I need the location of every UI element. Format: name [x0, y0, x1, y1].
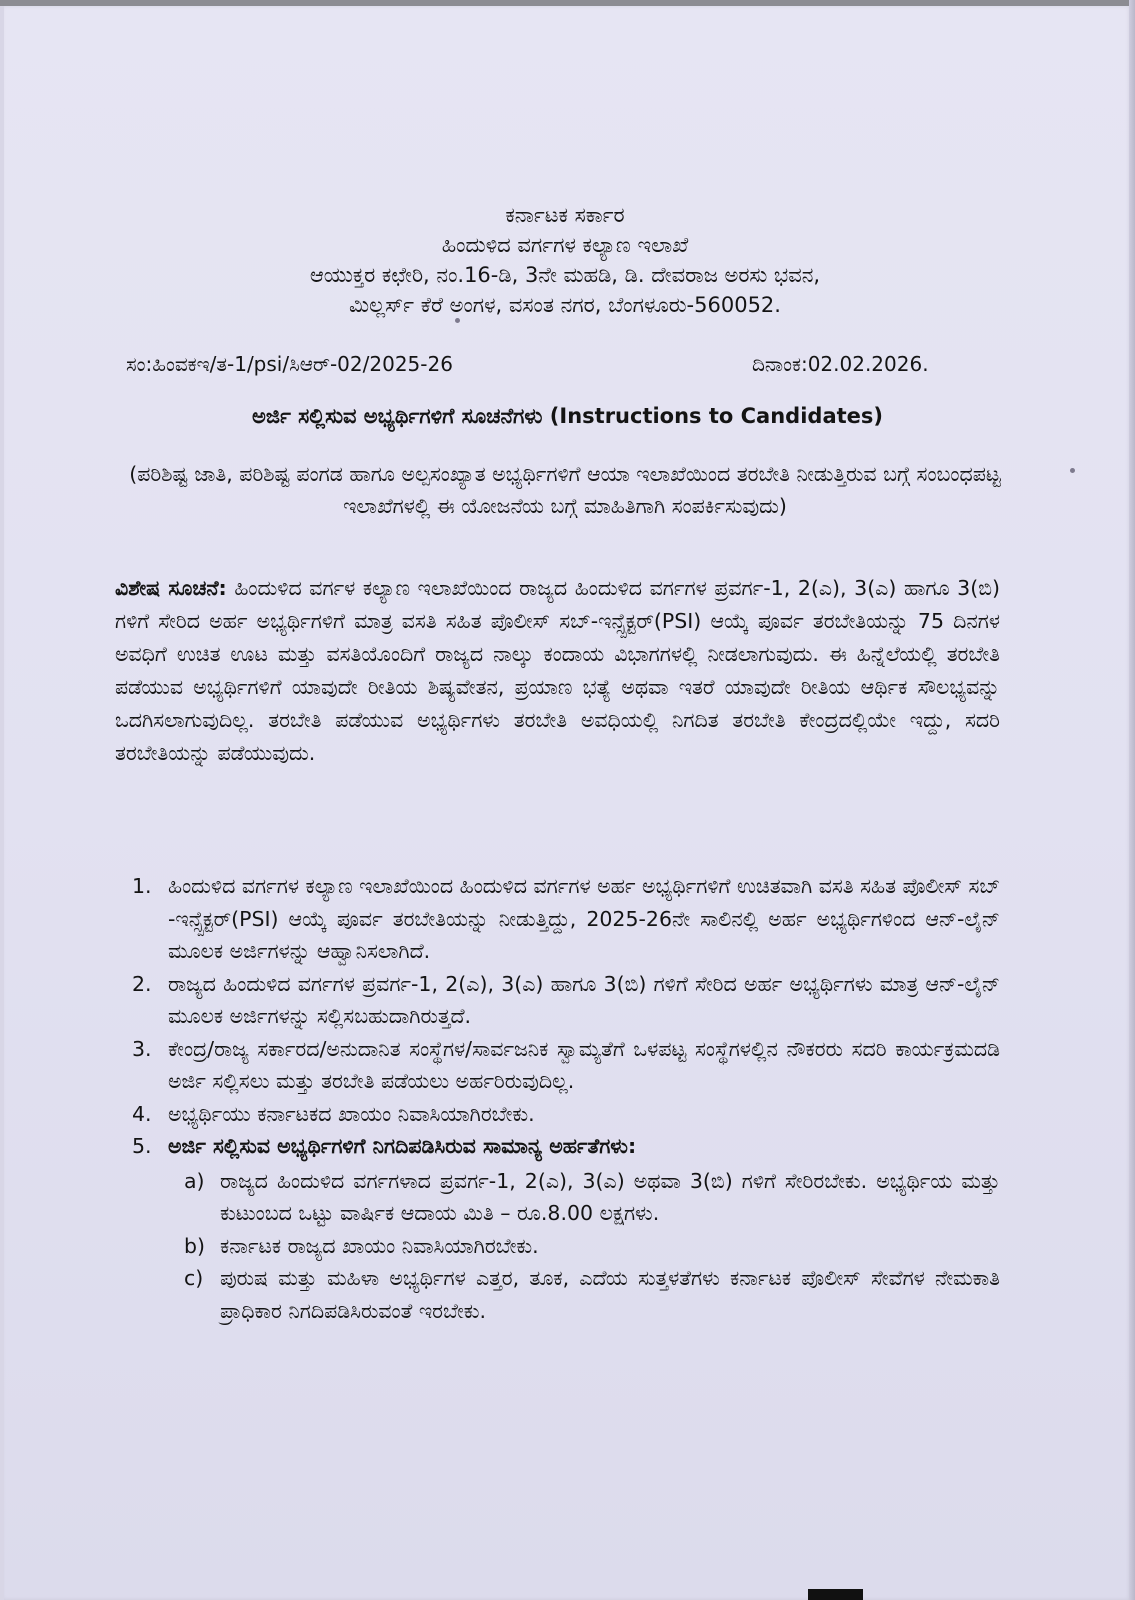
sub-list-item — [184, 1230, 1000, 1263]
list-item — [132, 870, 1000, 968]
sub-list-item — [184, 1262, 1000, 1327]
list-item — [132, 968, 1000, 1033]
sub-item-letter: c) — [184, 1266, 204, 1290]
sub-item-letter: b) — [184, 1233, 206, 1258]
list-item — [132, 1098, 1000, 1131]
eligibility-sub-list — [184, 1165, 1000, 1328]
list-item-number: 3. — [132, 1036, 152, 1061]
document-subtitle: (ಪರಿಶಿಷ್ಟ ಜಾತಿ, ಪರಿಶಿಷ್ಟ ಪಂಗಡ ಹಾಗೂ ಅಲ್ಪಸಂಖ್ಯಾತ ಅಭ್ಯರ್ಥಿಗಳಿಗೆ ಆಯಾ ಇಲಾಖೆಯಿಂದ ತರಬೇತಿ ನೀಡುತ್ತಿರುವ ಬಗ್ಗೆ ಸಂಬಂಧಪಟ್ಟ ಇಲಾಖೆಗಳಲ್ಲಿ ಈ ಯೋಜನೆಯ ಬಗ್ಗೆ ಮಾಹಿತಿಗಾಗಿ ಸಂಪರ್ಕಿಸುವುದು) — [129, 462, 1001, 518]
letterhead — [140, 200, 990, 320]
list-item — [132, 1130, 1000, 1327]
special-note-text: ಹಿಂದುಳಿದ ವರ್ಗಳ ಕಲ್ಯಾಣ ಇಲಾಖೆಯಿಂದ ರಾಜ್ಯದ ಹಿಂದುಳಿದ ವರ್ಗಗಳ ಪ್ರವರ್ಗ-1, 2(ಎ), 3(ಎ) ಹಾಗೂ 3(ಬಿ) ಗಳಿಗೆ ಸೇರಿದ ಅರ್ಹ ಅಭ್ಯರ್ಥಿಗಳಿಗೆ ಮಾತ್ರ ವಸತಿ ಸಹಿತ ಪೊಲೀಸ್ ಸಬ್-ಇನ್ಸ್ಪೆಕ್ಟರ್(PSI) ಆಯ್ಕೆ ಪೂರ್ವ ತರಬೇತಿಯನ್ನು 75 ದಿನಗಳ ಅವಧಿಗೆ ಉಚಿತ ಊಟ ಮತ್ತು ವಸತಿಯೊಂದಿಗೆ ರಾಜ್ಯದ ನಾಲ್ಕು ಕಂದಾಯ ವಿಭಾಗಗಳಲ್ಲಿ ನೀಡಲಾಗುವುದು. ಈ ಹಿನ್ನೆಲೆಯಲ್ಲಿ ತರಬೇತಿ ಪಡೆಯುವ ಅಭ್ಯರ್ಥಿಗಳಿಗೆ ಯಾವುದೇ ರೀತಿಯ ಶಿಷ್ಯವೇತನ, ಪ್ರಯಾಣ ಭತ್ಯೆ ಅಥವಾ ಇತರೆ ಯಾವುದೇ ರೀತಿಯ ಆರ್ಥಿಕ ಸೌಲಭ್ಯವನ್ನು ಒದಗಿಸಲಾಗುವುದಿಲ್ಲ. ತರಬೇತಿ ಪಡೆಯುವ ಅಭ್ಯರ್ಥಿಗಳು ತರಬೇತಿ ಅವಧಿಯಲ್ಲಿ ನಿಗದಿತ ತರಬೇತಿ ಕೇಂದ್ರದಲ್ಲಿಯೇ ಇದ್ದು, ಸದರಿ ತರಬೇತಿಯನ್ನು ಪಡೆಯುವುದು. — [115, 576, 1000, 765]
document-date: ದಿನಾಂಕ:02.02.2026. — [752, 352, 929, 376]
reference-number: ಸಂ:ಹಿಂವಕಇ/ತ-1/psi/ಸಿಆರ್-02/2025-26 — [126, 352, 453, 376]
special-note-label: ವಿಶೇಷ ಸೂಚನೆ: — [115, 576, 227, 600]
department-name: ಹಿಂದುಳಿದ ವರ್ಗಗಳ ಕಲ್ಯಾಣ ಇಲಾಖೆ — [441, 233, 689, 257]
list-item-number: 2. — [132, 971, 152, 996]
instructions-list — [132, 870, 1000, 1327]
sub-item-text: ಪುರುಷ ಮತ್ತು ಮಹಿಳಾ ಅಭ್ಯರ್ಥಿಗಳ ಎತ್ತರ, ತೂಕ, ಎದೆಯ ಸುತ್ತಳತೆಗಳು ಕರ್ನಾಟಕ ಪೊಲೀಸ್ ಸೇವೆಗಳ ನೇಮಕಾತಿ ಪ್ರಾಧಿಕಾರ ನಿಗದಿಪಡಿಸಿರುವಂತೆ ಇರಬೇಕು. — [220, 1266, 1000, 1323]
sub-list-item — [184, 1165, 1000, 1230]
list-item-text: ಅಭ್ಯರ್ಥಿಯು ಕರ್ನಾಟಕದ ಖಾಯಂ ನಿವಾಸಿಯಾಗಿರಬೇಕು. — [168, 1101, 535, 1126]
sub-item-text: ಕರ್ನಾಟಕ ರಾಜ್ಯದ ಖಾಯಂ ನಿವಾಸಿಯಾಗಿರಬೇಕು. — [220, 1233, 539, 1258]
government-name: ಕರ್ನಾಟಕ ಸರ್ಕಾರ — [505, 203, 625, 227]
list-item-number: 5. — [132, 1134, 152, 1158]
list-item-text: ಕೇಂದ್ರ/ರಾಜ್ಯ ಸರ್ಕಾರದ/ಅನುದಾನಿತ ಸಂಸ್ಥೆಗಳ/ಸಾರ್ವಜನಿಕ ಸ್ವಾಮ್ಯತೆಗೆ ಒಳಪಟ್ಟ ಸಂಸ್ಥೆಗಳಲ್ಲಿನ ನೌಕರರು ಸದರಿ ಕಾರ್ಯಕ್ರಮದಡಿ ಅರ್ಜಿ ಸಲ್ಲಿಸಲು ಮತ್ತು ತರಬೇತಿ ಪಡೆಯಲು ಅರ್ಹರಿರುವುದಿಲ್ಲ. — [168, 1036, 1000, 1093]
list-item — [132, 1033, 1000, 1098]
special-note — [115, 572, 1000, 770]
scan-bottom-mark — [808, 1589, 863, 1600]
list-item-text: ರಾಜ್ಯದ ಹಿಂದುಳಿದ ವರ್ಗಗಳ ಪ್ರವರ್ಗ-1, 2(ಎ), 3(ಎ) ಹಾಗೂ 3(ಬಿ) ಗಳಿಗೆ ಸೇರಿದ ಅರ್ಹ ಅಭ್ಯರ್ಥಿಗಳು ಮಾತ್ರ ಆನ್-ಲೈನ್ ಮೂಲಕ ಅರ್ಜಿಗಳನ್ನು ಸಲ್ಲಿಸಬಹುದಾಗಿರುತ್ತದೆ. — [168, 971, 1000, 1028]
list-item-text: ಹಿಂದುಳಿದ ವರ್ಗಗಳ ಕಲ್ಯಾಣ ಇಲಾಖೆಯಿಂದ ಹಿಂದುಳಿದ ವರ್ಗಗಳ ಅರ್ಹ ಅಭ್ಯರ್ಥಿಗಳಿಗೆ ಉಚಿತವಾಗಿ ವಸತಿ ಸಹಿತ ಪೊಲೀಸ್ ಸಬ್ -ಇನ್ಸ್ಪೆಕ್ಟರ್(PSI) ಆಯ್ಕೆ ಪೂರ್ವ ತರಬೇತಿಯನ್ನು ನೀಡುತ್ತಿದ್ದು, 2025-26ನೇ ಸಾಲಿನಲ್ಲಿ ಅರ್ಹ ಅಭ್ಯರ್ಥಿಗಳಿಂದ ಆನ್-ಲೈನ್ ಮೂಲಕ ಅರ್ಜಿಗಳನ್ನು ಆಹ್ವಾನಿಸಲಾಗಿದೆ. — [168, 874, 1000, 963]
sub-item-letter: a) — [184, 1168, 205, 1193]
document-title: ಅರ್ಜಿ ಸಲ್ಲಿಸುವ ಅಭ್ಯರ್ಥಿಗಳಿಗೆ ಸೂಚನೆಗಳು (Instructions to Candidates) — [252, 404, 883, 428]
sub-item-text: ರಾಜ್ಯದ ಹಿಂದುಳಿದ ವರ್ಗಗಳಾದ ಪ್ರವರ್ಗ-1, 2(ಎ), 3(ಎ) ಅಥವಾ 3(ಬಿ) ಗಳಿಗೆ ಸೇರಿರಬೇಕು. ಅಭ್ಯರ್ಥಿಯ ಮತ್ತು ಕುಟುಂಬದ ಒಟ್ಟು ವಾರ್ಷಿಕ ಆದಾಯ ಮಿತಿ – ರೂ.8.00 ಲಕ್ಷಗಳು. — [220, 1168, 1000, 1225]
general-eligibility-block — [168, 1130, 1000, 1327]
general-eligibility-heading: ಅರ್ಜಿ ಸಲ್ಲಿಸುವ ಅಭ್ಯರ್ಥಿಗಳಿಗೆ ನಿಗದಿಪಡಿಸಿರುವ ಸಾಮಾನ್ಯ ಅರ್ಹತೆಗಳು: — [168, 1134, 637, 1158]
scan-speck — [1070, 468, 1075, 473]
list-item-number: 1. — [132, 874, 152, 898]
office-address-line-2: ಮಿಲ್ಲರ್ಸ್ ಕೆರೆ ಅಂಗಳ, ವಸಂತ ನಗರ, ಬೆಂಗಳೂರು-560052. — [349, 293, 781, 317]
scan-right-edge — [1129, 0, 1135, 1600]
list-item-number: 4. — [132, 1101, 152, 1126]
office-address-line-1: ಆಯುಕ್ತರ ಕಛೇರಿ, ನಂ.16-ಡಿ, 3ನೇ ಮಹಡಿ, ಡಿ. ದೇವರಾಜ ಅರಸು ಭವನ, — [309, 263, 821, 287]
